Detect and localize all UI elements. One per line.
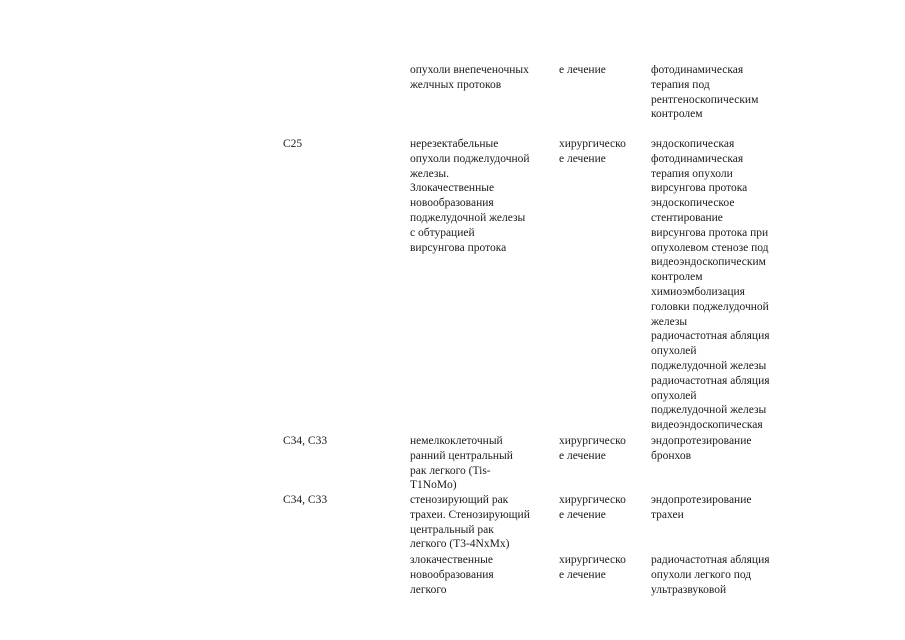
treatment-method-cell: фотодинамическая терапия под рентгеноскопическим контролем: [651, 64, 759, 121]
diagnosis-cell: злокачественные новообразования легкого: [410, 554, 494, 596]
treatment-type-cell: хирургическо е лечение: [559, 435, 626, 462]
treatment-type-cell: хирургическо е лечение: [559, 138, 626, 165]
diagnosis-cell: опухоли внепеченочных желчных протоков: [410, 64, 529, 91]
treatment-method-cell: эндоскопическая фотодинамическая терапия опухоли вирсунгова протока эндоскопическое стентирование вирсунгова протока при опухолевом стенозе под видеоэндоскопическим контролем химиоэмболизация головки поджелудочной железы радиочастотная абляция опухолей поджелудочной железы радиочастотная абляция опухолей поджелудочной железы видеоэндоскопическая: [651, 138, 770, 432]
treatment-type-cell: хирургическо е лечение: [559, 554, 626, 581]
treatment-type-cell: е лечение: [559, 64, 606, 76]
diagnosis-cell: стенозирующий рак трахеи. Стенозирующий центральный рак легкого (T3-4NxMx): [410, 494, 530, 551]
treatment-method-cell: эндопротезирование трахеи: [651, 494, 752, 521]
diagnosis-cell: нерезектабельные опухоли поджелудочной железы. Злокачественные новообразования поджелудочной железы с обтурацией вирсунгова протока: [410, 138, 530, 254]
icd-code-cell: C34, C33: [283, 435, 328, 447]
icd-code-cell: C34, C33: [283, 494, 328, 506]
icd-code-cell: C25: [283, 138, 303, 150]
treatment-method-cell: радиочастотная абляция опухоли легкого под ультразвуковой: [651, 554, 770, 596]
treatment-type-cell: хирургическо е лечение: [559, 494, 626, 521]
treatment-method-cell: эндопротезирование бронхов: [651, 435, 752, 462]
diagnosis-cell: немелкоклеточный ранний центральный рак легкого (Tis- T1NoMo): [410, 435, 513, 492]
